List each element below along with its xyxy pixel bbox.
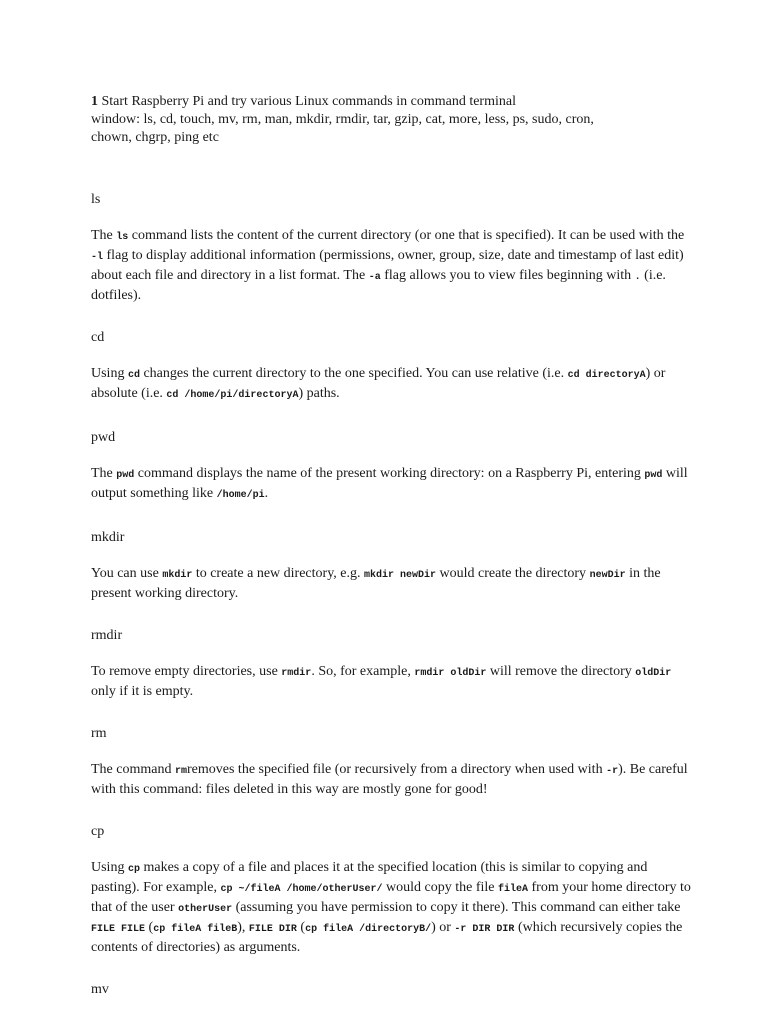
paragraph-cd: Using cd changes the current directory to the one specified. You can use relative (i.e. cd directoryA) or absolute (i.e. cd /home/pi/directoryA) paths.: [91, 366, 666, 401]
paragraph-cp: Using cp makes a copy of a file and places it at the specified location (this is similar to copying and pasting). For example, cp ~/fileA /home/otherUser/ would copy the file fileA from your home directory to that of the user otherUser (assuming you have permission to copy it there). This command can either take FILE FILE (cp fileA fileB), FILE DIR (cp fileA /directoryB/) or -r DIR DIR (which recursively copies the contents of directories) as arguments.: [91, 860, 691, 955]
task-command-list: window: ls, cd, touch, mv, rm, man, mkdir, rmdir, tar, gzip, cat, more, less, ps, sudo, cron,: [91, 112, 594, 127]
heading-cd: cd: [91, 330, 105, 345]
paragraph-rmdir: To remove empty directories, use rmdir. So, for example, rmdir oldDir will remove the directory oldDir only if it is empty.: [91, 664, 672, 699]
heading-pwd: pwd: [91, 430, 116, 445]
paragraph-pwd: The pwd command displays the name of the present working directory: on a Raspberry Pi, entering pwd will output something like /home/pi.: [91, 466, 688, 501]
task-number: 1: [91, 94, 98, 109]
paragraph-rm: The command rmremoves the specified file (or recursively from a directory when used with -r). Be careful with this command: files deleted in this way are mostly gone for good!: [91, 762, 688, 797]
task-title: Start Raspberry Pi and try various Linux commands in command terminal: [98, 94, 516, 109]
paragraph-mkdir: You can use mkdir to create a new directory, e.g. mkdir newDir would create the directory newDir in the present working directory.: [91, 566, 661, 601]
heading-ls: ls: [91, 192, 101, 207]
task-intro: [91, 93, 691, 147]
document-page: [91, 93, 691, 1017]
heading-rm: rm: [91, 726, 107, 741]
heading-mv: mv: [91, 982, 109, 997]
heading-mkdir: mkdir: [91, 530, 125, 545]
task-command-list-cont: chown, chgrp, ping etc: [91, 130, 219, 145]
heading-rmdir: rmdir: [91, 628, 123, 643]
heading-cp: cp: [91, 824, 105, 839]
paragraph-ls: The ls command lists the content of the current directory (or one that is specified). It can be used with the -l flag to display additional information (permissions, owner, group, size, date and timestamp of last edit) about each file and directory in a list format. The -a flag allows you to view files beginning with . (i.e. dotfiles).: [91, 228, 685, 303]
